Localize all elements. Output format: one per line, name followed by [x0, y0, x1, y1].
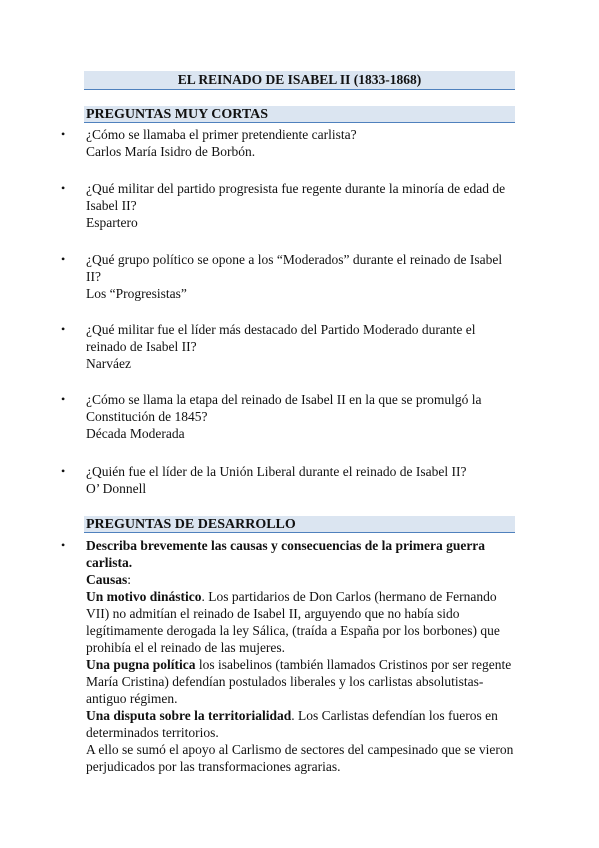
- question-text: ¿Cómo se llama la etapa del reinado de Isabel II en la que se promulgó la Constitución de 1845?: [86, 392, 482, 424]
- cause-paragraph: [86, 656, 518, 707]
- answer-text: Espartero: [86, 215, 138, 230]
- bullet-icon: •: [61, 464, 66, 478]
- question-text: ¿Qué grupo político se opone a los “Moderados” durante el reinado de Isabel II?: [86, 252, 503, 284]
- answer-text: Década Moderada: [86, 426, 185, 441]
- causes-heading: [86, 571, 518, 588]
- cause-paragraph: A ello se sumó el apoyo al Carlismo de sectores del campesinado que se vieron perjudicados por las transformaciones agrarias.: [86, 742, 514, 774]
- section-heading-development: PREGUNTAS DE DESARROLLO: [84, 516, 515, 533]
- question-text: ¿Quién fue el líder de la Unión Liberal durante el reinado de Isabel II?: [86, 464, 467, 479]
- causes-label: Causas: [86, 572, 128, 587]
- development-question: Describa brevemente las causas y consecuencias de la primera guerra carlista.: [86, 538, 486, 570]
- question-text: ¿Cómo se llamaba el primer pretendiente carlista?: [86, 127, 357, 142]
- list-item: [86, 251, 518, 302]
- list-item: [86, 391, 518, 442]
- cause-text: los isabelinos (también llamados Cristinos por ser regente María Cristina) defendían postulados liberales y los carlistas absolutistas-antiguo régimen.: [86, 657, 512, 706]
- bullet-icon: •: [61, 538, 66, 552]
- answer-text: Narváez: [86, 356, 131, 371]
- list-item: [86, 463, 518, 497]
- section-heading-short: PREGUNTAS MUY CORTAS: [84, 106, 515, 123]
- cause-text: . Los partidarios de Don Carlos (hermano de Fernando VII) no admitían el reinado de Isabel II, arguyendo que no había sido legítimamente derogada la ley Sálica, (traída a España por los borbones) que prohibía el el reinado de las mujeres.: [86, 589, 500, 655]
- bullet-icon: •: [61, 252, 66, 266]
- question-text: ¿Qué militar del partido progresista fue regente durante la minoría de edad de Isabel II?: [86, 181, 506, 213]
- list-item: [86, 126, 518, 160]
- bullet-icon: •: [61, 392, 66, 406]
- cause-paragraph: [86, 588, 518, 656]
- question-text: ¿Qué militar fue el líder más destacado del Partido Moderado durante el reinado de Isabel II?: [86, 322, 476, 354]
- answer-text: Los “Progresistas”: [86, 286, 187, 301]
- development-item: [86, 537, 518, 775]
- cause-title: Una disputa sobre la territorialidad: [86, 708, 292, 723]
- cause-paragraph: [86, 707, 518, 741]
- bullet-icon: •: [61, 322, 66, 336]
- list-item: [86, 180, 518, 231]
- cause-title: Una pugna política: [86, 657, 196, 672]
- answer-text: Carlos María Isidro de Borbón.: [86, 144, 256, 159]
- cause-text: . Los Carlistas defendían los fueros en determinados territorios.: [86, 708, 498, 740]
- list-item: [86, 321, 518, 372]
- bullet-icon: •: [61, 181, 66, 195]
- cause-title: Un motivo dinástico: [86, 589, 202, 604]
- bullet-icon: •: [61, 127, 66, 141]
- document-title: EL REINADO DE ISABEL II (1833-1868): [84, 71, 515, 90]
- causes-colon: :: [127, 572, 132, 587]
- answer-text: O’ Donnell: [86, 481, 147, 496]
